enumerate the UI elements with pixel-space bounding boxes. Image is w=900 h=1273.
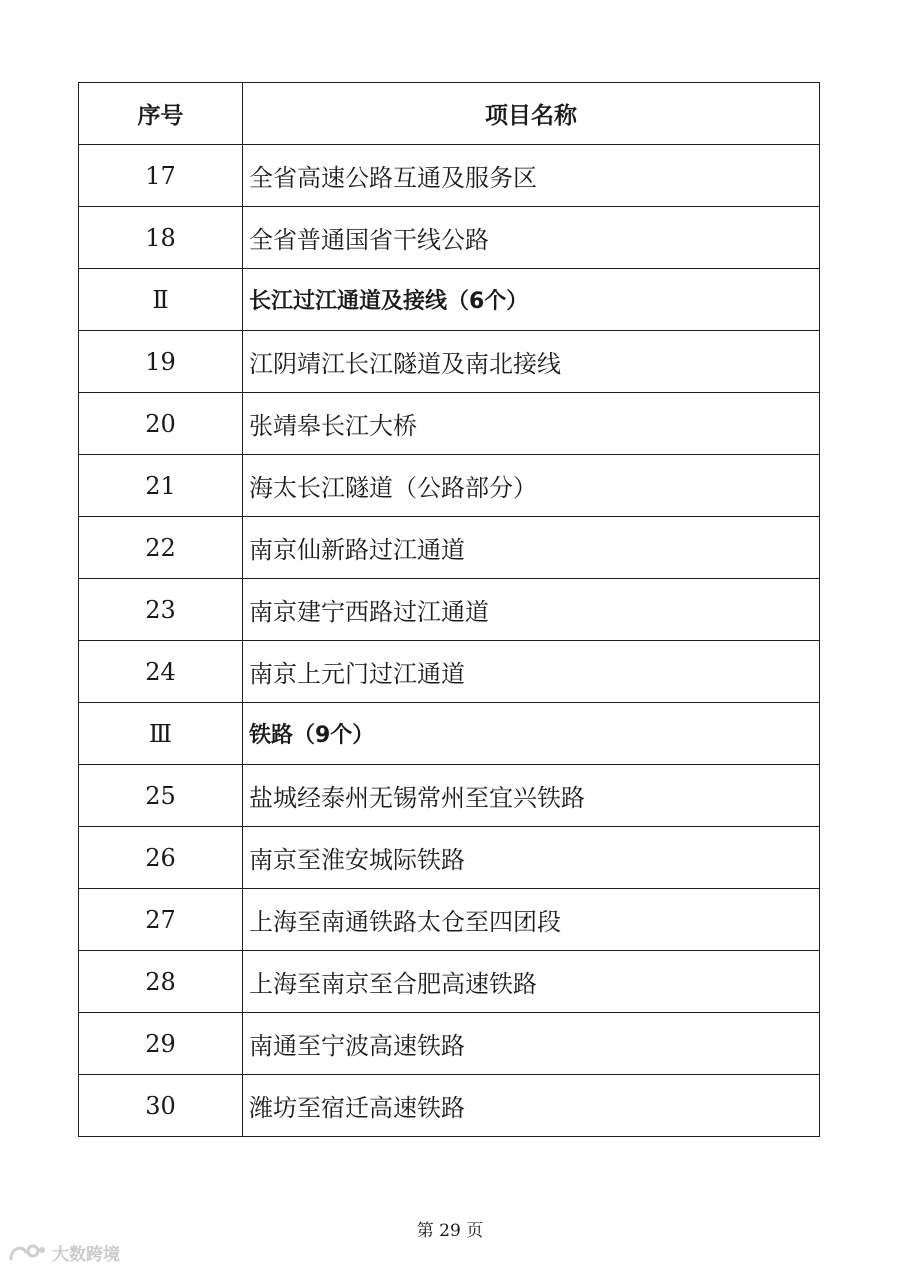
project-name-cell: 张靖皋长江大桥 [243,393,820,455]
serial-number-cell: 17 [79,145,243,207]
project-name-cell: 南京上元门过江通道 [243,641,820,703]
header-project-name: 项目名称 [243,83,820,145]
table-row [79,579,820,641]
section-title-cell: 长江过江通道及接线（6个） [243,269,820,331]
brand-logo-icon [8,1242,48,1264]
table-row [79,641,820,703]
page-number: 第 29 页 [416,1221,484,1241]
project-name-cell: 海太长江隧道（公路部分） [243,455,820,517]
table-row [79,393,820,455]
project-name-cell: 南京建宁西路过江通道 [243,579,820,641]
serial-number-cell: 28 [79,951,243,1013]
watermark-text: 大数跨境 [52,1245,120,1265]
project-name-cell: 南通至宁波高速铁路 [243,1013,820,1075]
project-name-cell: 盐城经泰州无锡常州至宜兴铁路 [243,765,820,827]
table-row [79,889,820,951]
serial-number-cell: Ⅲ [79,703,243,765]
table-row [79,951,820,1013]
serial-number-cell: 24 [79,641,243,703]
serial-number-cell: 19 [79,331,243,393]
header-serial-number: 序号 [79,83,243,145]
serial-number-cell: 18 [79,207,243,269]
serial-number-cell: 22 [79,517,243,579]
project-name-cell: 全省高速公路互通及服务区 [243,145,820,207]
project-name-cell: 江阴靖江长江隧道及南北接线 [243,331,820,393]
table-row [79,827,820,889]
table-row [79,331,820,393]
serial-number-cell: 30 [79,1075,243,1137]
project-name-cell: 上海至南通铁路太仓至四团段 [243,889,820,951]
table-header-row [79,83,820,145]
project-name-cell: 潍坊至宿迁高速铁路 [243,1075,820,1137]
project-name-cell: 南京仙新路过江通道 [243,517,820,579]
table-row [79,207,820,269]
watermark [8,1240,120,1265]
project-name-cell: 南京至淮安城际铁路 [243,827,820,889]
table-row [79,455,820,517]
serial-number-cell: 25 [79,765,243,827]
section-title-cell: 铁路（9个） [243,703,820,765]
table-row [79,1013,820,1075]
serial-number-cell: 27 [79,889,243,951]
table-row [79,765,820,827]
serial-number-cell: 29 [79,1013,243,1075]
serial-number-cell: 26 [79,827,243,889]
project-table [78,82,820,1137]
table-row [79,145,820,207]
section-row [79,269,820,331]
project-name-cell: 全省普通国省干线公路 [243,207,820,269]
table-row [79,517,820,579]
serial-number-cell: Ⅱ [79,269,243,331]
serial-number-cell: 20 [79,393,243,455]
serial-number-cell: 23 [79,579,243,641]
section-row [79,703,820,765]
serial-number-cell: 21 [79,455,243,517]
project-name-cell: 上海至南京至合肥高速铁路 [243,951,820,1013]
table-body [79,145,820,1137]
table-row [79,1075,820,1137]
